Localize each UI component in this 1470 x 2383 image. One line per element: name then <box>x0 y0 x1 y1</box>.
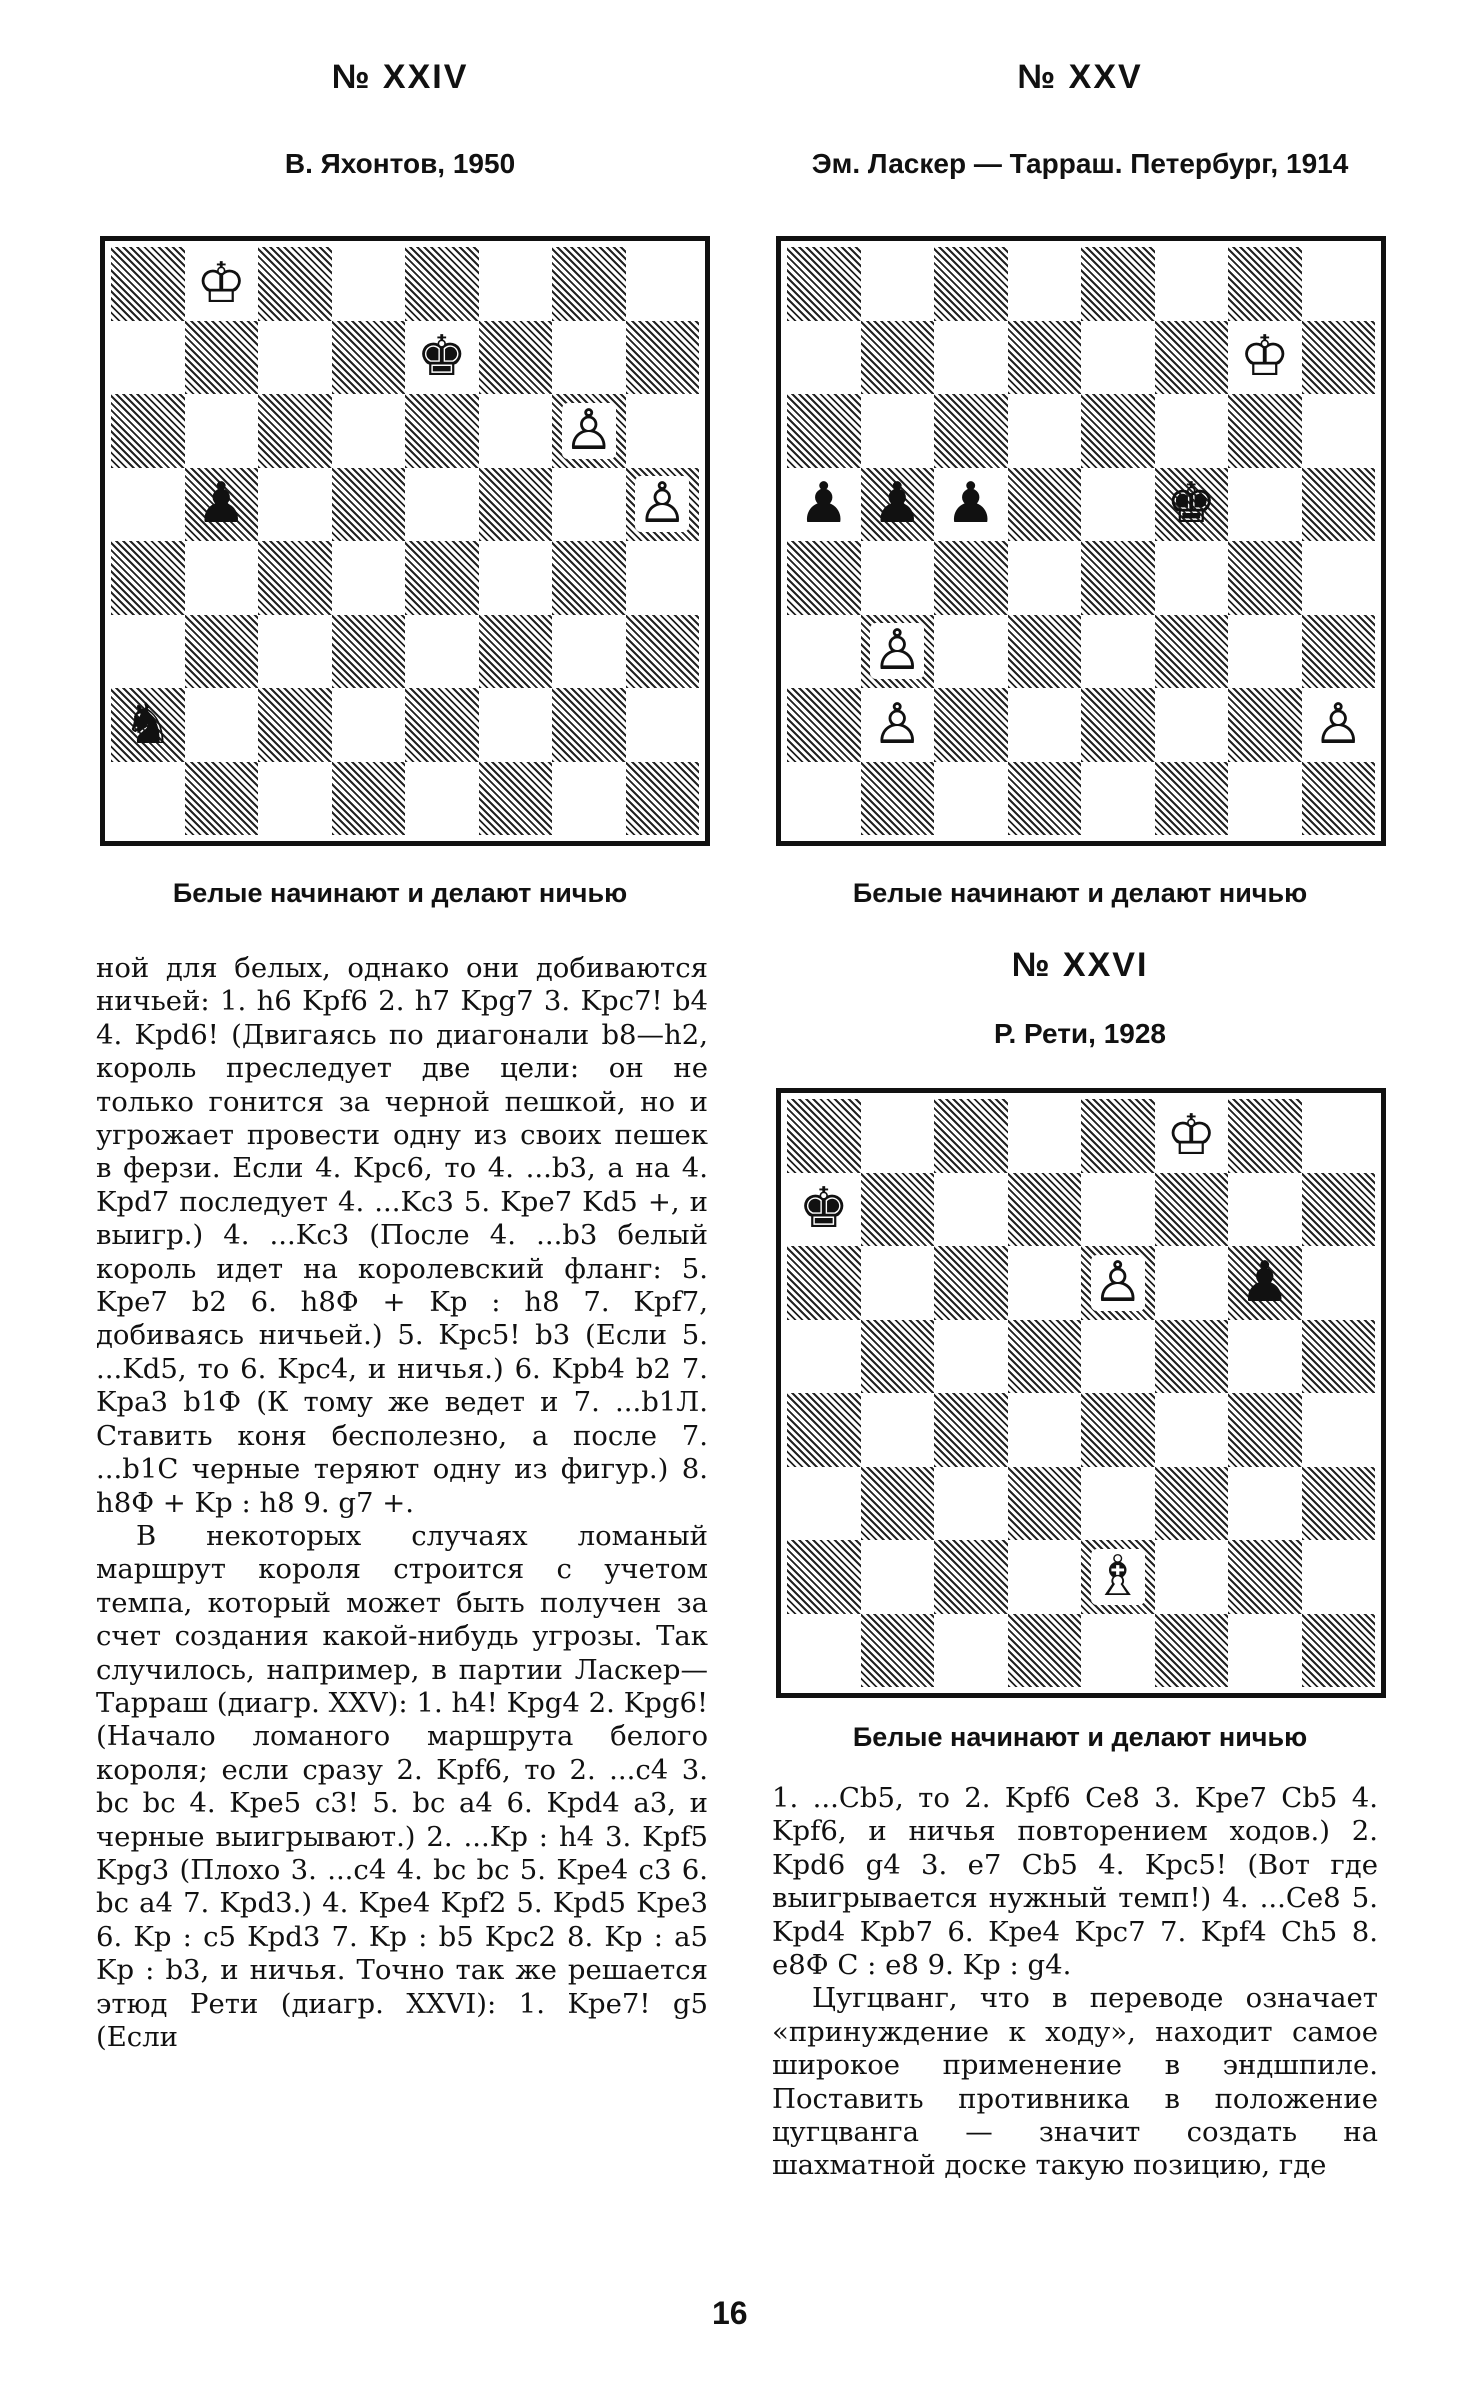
square-h8 <box>626 247 700 321</box>
square-f5 <box>1155 1320 1229 1394</box>
square-h5 <box>626 468 700 542</box>
square-c2 <box>258 688 332 762</box>
square-a2 <box>111 688 185 762</box>
square-g4 <box>552 541 626 615</box>
square-d4 <box>1008 541 1082 615</box>
square-a2 <box>787 688 861 762</box>
square-h4 <box>626 541 700 615</box>
square-h1 <box>1302 762 1376 836</box>
square-d6 <box>332 394 406 468</box>
square-b8 <box>861 1099 935 1173</box>
square-h1 <box>1302 1614 1376 1688</box>
square-d6 <box>1008 394 1082 468</box>
square-f6 <box>1155 394 1229 468</box>
square-b2 <box>185 688 259 762</box>
square-b2 <box>861 1540 935 1614</box>
square-g3 <box>1228 615 1302 689</box>
square-f2 <box>1155 1540 1229 1614</box>
square-g6 <box>1228 1246 1302 1320</box>
white-pawn-icon: ♙ <box>1092 1249 1143 1315</box>
square-b1 <box>185 762 259 836</box>
square-e8 <box>1081 1099 1155 1173</box>
square-g7 <box>1228 1173 1302 1247</box>
square-d8 <box>1008 247 1082 321</box>
square-e8 <box>1081 247 1155 321</box>
square-d2 <box>332 688 406 762</box>
diagram-number-xxv: № XXV <box>1017 58 1143 96</box>
square-g1 <box>552 762 626 836</box>
square-f3 <box>479 615 553 689</box>
diagram-caption-xxvi: Белые начинают и делают ничью <box>852 1722 1308 1752</box>
square-c7 <box>934 321 1008 395</box>
square-a6 <box>787 394 861 468</box>
square-g7 <box>552 321 626 395</box>
square-h7 <box>1302 321 1376 395</box>
square-f4 <box>1155 1393 1229 1467</box>
square-a8 <box>111 247 185 321</box>
chessboard-xxiv <box>100 236 710 846</box>
square-a4 <box>111 541 185 615</box>
square-b2 <box>861 688 935 762</box>
square-f6 <box>479 394 553 468</box>
square-f8 <box>1155 247 1229 321</box>
square-a3 <box>787 615 861 689</box>
square-e7 <box>405 321 479 395</box>
square-g2 <box>1228 1540 1302 1614</box>
page-number: 16 <box>712 2295 748 2331</box>
square-d5 <box>1008 1320 1082 1394</box>
square-e3 <box>405 615 479 689</box>
square-e2 <box>405 688 479 762</box>
square-f6 <box>1155 1246 1229 1320</box>
square-a5 <box>111 468 185 542</box>
square-e1 <box>1081 1614 1155 1688</box>
square-e5 <box>405 468 479 542</box>
square-d2 <box>1008 688 1082 762</box>
square-h8 <box>1302 247 1376 321</box>
black-king-icon: ♚ <box>1166 471 1217 537</box>
diagram-author-xxvi: Р. Рети, 1928 <box>994 1018 1166 1049</box>
square-d7 <box>332 321 406 395</box>
square-e5 <box>1081 1320 1155 1394</box>
white-pawn-icon: ♙ <box>872 691 923 757</box>
square-c4 <box>258 541 332 615</box>
square-h1 <box>626 762 700 836</box>
diagram-number-xxvi: № XXVI <box>1011 946 1149 984</box>
square-d1 <box>332 762 406 836</box>
square-f2 <box>479 688 553 762</box>
right-paragraph-2: Цугцванг, что в переводе означает «принуждение к ходу», находит самое широкое применение в эндшпиле. Поставить противника в положение цугцванга — значит создать на шахматной доске такую позицию, где <box>772 1982 1378 2182</box>
square-g3 <box>1228 1467 1302 1541</box>
square-g7 <box>1228 321 1302 395</box>
square-g4 <box>1228 541 1302 615</box>
square-d4 <box>332 541 406 615</box>
left-text-column <box>96 952 708 2054</box>
square-e4 <box>1081 1393 1155 1467</box>
square-a3 <box>111 615 185 689</box>
black-pawn-icon: ♟ <box>798 471 849 537</box>
square-b7 <box>185 321 259 395</box>
square-c7 <box>258 321 332 395</box>
square-e7 <box>1081 321 1155 395</box>
square-d5 <box>1008 468 1082 542</box>
black-pawn-icon: ♟ <box>945 471 996 537</box>
square-g5 <box>552 468 626 542</box>
square-c8 <box>258 247 332 321</box>
square-f8 <box>1155 1099 1229 1173</box>
square-b7 <box>861 1173 935 1247</box>
square-d7 <box>1008 1173 1082 1247</box>
square-e6 <box>1081 1246 1155 1320</box>
square-h6 <box>626 394 700 468</box>
square-f7 <box>1155 1173 1229 1247</box>
diagram-author-xxiv: В. Яхонтов, 1950 <box>284 148 516 179</box>
square-g8 <box>1228 1099 1302 1173</box>
square-b4 <box>861 541 935 615</box>
white-pawn-icon: ♙ <box>872 618 923 684</box>
square-a6 <box>787 1246 861 1320</box>
diagram-caption-xxiv: Белые начинают и делают ничью <box>172 878 628 908</box>
square-c6 <box>258 394 332 468</box>
square-b3 <box>185 615 259 689</box>
square-a7 <box>787 1173 861 1247</box>
square-a5 <box>787 468 861 542</box>
square-b7 <box>861 321 935 395</box>
square-f8 <box>479 247 553 321</box>
square-g6 <box>1228 394 1302 468</box>
square-g8 <box>1228 247 1302 321</box>
square-h2 <box>626 688 700 762</box>
square-d3 <box>332 615 406 689</box>
square-c6 <box>934 394 1008 468</box>
square-b6 <box>185 394 259 468</box>
white-pawn-icon: ♙ <box>1313 691 1364 757</box>
square-d6 <box>1008 1246 1082 1320</box>
square-h7 <box>626 321 700 395</box>
square-e7 <box>1081 1173 1155 1247</box>
square-e1 <box>405 762 479 836</box>
square-b3 <box>861 615 935 689</box>
square-d5 <box>332 468 406 542</box>
square-d8 <box>332 247 406 321</box>
square-h2 <box>1302 688 1376 762</box>
square-b5 <box>861 468 935 542</box>
white-king-icon: ♔ <box>1166 1102 1217 1168</box>
square-f1 <box>1155 1614 1229 1688</box>
chessboard-xxv <box>776 236 1386 846</box>
square-a6 <box>111 394 185 468</box>
square-b5 <box>185 468 259 542</box>
square-a1 <box>787 1614 861 1688</box>
white-bishop-icon: ♗ <box>1092 1543 1143 1609</box>
square-h3 <box>626 615 700 689</box>
square-a3 <box>787 1467 861 1541</box>
square-c5 <box>934 468 1008 542</box>
square-f7 <box>1155 321 1229 395</box>
white-king-icon: ♔ <box>1239 324 1290 390</box>
square-a4 <box>787 541 861 615</box>
square-e4 <box>405 541 479 615</box>
square-b5 <box>861 1320 935 1394</box>
black-knight-icon: ♞ <box>122 691 173 757</box>
square-e8 <box>405 247 479 321</box>
square-a8 <box>787 247 861 321</box>
chessboard-xxvi <box>776 1088 1386 1698</box>
square-d1 <box>1008 762 1082 836</box>
square-e1 <box>1081 762 1155 836</box>
square-c3 <box>934 615 1008 689</box>
right-text-column <box>772 1782 1378 2183</box>
square-e2 <box>1081 1540 1155 1614</box>
square-a8 <box>787 1099 861 1173</box>
square-g4 <box>1228 1393 1302 1467</box>
square-h5 <box>1302 1320 1376 1394</box>
square-b4 <box>861 1393 935 1467</box>
square-h4 <box>1302 541 1376 615</box>
square-g3 <box>552 615 626 689</box>
square-c1 <box>258 762 332 836</box>
black-pawn-icon: ♟ <box>196 471 247 537</box>
square-h4 <box>1302 1393 1376 1467</box>
square-c5 <box>934 1320 1008 1394</box>
square-f7 <box>479 321 553 395</box>
square-a4 <box>787 1393 861 1467</box>
square-d4 <box>1008 1393 1082 1467</box>
left-paragraph-1: ной для белых, однако они добиваются ничьей: 1. h6 Kpf6 2. h7 Kpg7 3. Kpc7! b4 4. Kpd6! (Двигаясь по диагонали b8—h2, король преследует две цели: он не только гонится за черной пешкой, но и угрожает провести одну из своих пешек в ферзи. Если 4. Kpc6, то 4. ...b3, а на 4. Kpd7 последует 4. ...Kc3 5. Kpe7 Kd5 +, и выигр.) 4. ...Kc3 (После 4. ...b3 белый король идет на королевский фланг: 5. Kpe7 b2 6. h8Ф + Kp : h8 7. Kpf7, добиваясь ничьей.) 5. Kpc5! b3 (Если 5. ...Kd5, то 6. Kpc4, и ничья.) 6. Kpb4 b2 7. Kpa3 b1Ф (К тому же ведет и 7. ...b1Л. Ставить коня бесполезно, а после 7. ...b1C черные теряют одну из фигур.) 8. h8Ф + Kp : h8 9. g7 +. <box>96 952 708 1519</box>
square-c2 <box>934 688 1008 762</box>
diagram-number-xxiv: № XXIV <box>331 58 469 96</box>
square-a1 <box>787 762 861 836</box>
square-e5 <box>1081 468 1155 542</box>
square-a7 <box>111 321 185 395</box>
square-e3 <box>1081 615 1155 689</box>
square-h3 <box>1302 1467 1376 1541</box>
square-a7 <box>787 321 861 395</box>
left-paragraph-2: В некоторых случаях ломаный маршрут короля строится с учетом темпа, который может быть получен за счет создания какой-нибудь угрозы. Так случилось, например, в партии Ласкер—Тарраш (диагр. XXV): 1. h4! Kpg4 2. Kpg6! (Начало ломаного маршрута белого короля; если сразу 2. Kpf6, то 2. ...c4 3. bc bc 4. Kpe5 c3! 5. bc a4 6. Kpd4 a3, и черные выигрывают.) 2. ...Kp : h4 3. Kpf5 Kpg3 (Плохо 3. ...c4 4. bc bc 5. Kpe4 c3 6. bc a4 7. Kpd3.) 4. Kpe4 Kpf2 5. Kpd5 Kpe3 6. Kp : c5 Kpd3 7. Kp : b5 Kpc2 8. Kp : a5 Kp : b3, и ничья. Точно так же решается этюд Рети (диагр. XXVI): 1. Kpe7! g5 (Если <box>96 1519 708 2053</box>
square-c5 <box>258 468 332 542</box>
square-c2 <box>934 1540 1008 1614</box>
square-g5 <box>1228 468 1302 542</box>
square-b8 <box>185 247 259 321</box>
white-pawn-icon: ♙ <box>563 397 614 463</box>
square-d3 <box>1008 1467 1082 1541</box>
square-a1 <box>111 762 185 836</box>
square-f1 <box>479 762 553 836</box>
square-b6 <box>861 1246 935 1320</box>
square-g1 <box>1228 762 1302 836</box>
square-c1 <box>934 1614 1008 1688</box>
square-e4 <box>1081 541 1155 615</box>
square-f3 <box>1155 615 1229 689</box>
black-king-icon: ♚ <box>416 324 467 390</box>
square-d3 <box>1008 615 1082 689</box>
square-c7 <box>934 1173 1008 1247</box>
square-c8 <box>934 1099 1008 1173</box>
square-c1 <box>934 762 1008 836</box>
square-b6 <box>861 394 935 468</box>
square-d2 <box>1008 1540 1082 1614</box>
square-b4 <box>185 541 259 615</box>
square-h7 <box>1302 1173 1376 1247</box>
black-pawn-icon: ♟ <box>872 471 923 537</box>
square-f5 <box>1155 468 1229 542</box>
square-f4 <box>479 541 553 615</box>
square-c4 <box>934 1393 1008 1467</box>
square-c3 <box>258 615 332 689</box>
square-g6 <box>552 394 626 468</box>
white-king-icon: ♔ <box>196 250 247 316</box>
square-f3 <box>1155 1467 1229 1541</box>
square-d1 <box>1008 1614 1082 1688</box>
right-paragraph-1: 1. ...Cb5, то 2. Kpf6 Ce8 3. Kpe7 Cb5 4. Kpf6, и ничья повторением ходов.) 2. Kpd6 g4 3. e7 Cb5 4. Kpc5! (Вот где выигрывается нужный темп!) 4. ...Ce8 5. Kpd4 Kpb7 6. Kpe4 Kpc7 7. Kpf4 Ch5 8. e8Ф C : e8 9. Kp : g4. <box>772 1782 1378 1982</box>
square-b1 <box>861 762 935 836</box>
square-e2 <box>1081 688 1155 762</box>
square-g1 <box>1228 1614 1302 1688</box>
square-g5 <box>1228 1320 1302 1394</box>
square-h2 <box>1302 1540 1376 1614</box>
square-h6 <box>1302 394 1376 468</box>
square-g2 <box>1228 688 1302 762</box>
white-pawn-icon: ♙ <box>637 471 688 537</box>
diagram-author-xxv: Эм. Ласкер — Тарраш. Петербург, 1914 <box>811 148 1349 179</box>
square-f1 <box>1155 762 1229 836</box>
square-c4 <box>934 541 1008 615</box>
square-h6 <box>1302 1246 1376 1320</box>
diagram-caption-xxv: Белые начинают и делают ничью <box>852 878 1308 908</box>
square-f5 <box>479 468 553 542</box>
black-king-icon: ♚ <box>798 1176 849 1242</box>
square-f4 <box>1155 541 1229 615</box>
square-f2 <box>1155 688 1229 762</box>
square-g8 <box>552 247 626 321</box>
square-c8 <box>934 247 1008 321</box>
black-pawn-icon: ♟ <box>1239 1249 1290 1315</box>
square-h3 <box>1302 615 1376 689</box>
square-h8 <box>1302 1099 1376 1173</box>
square-b8 <box>861 247 935 321</box>
square-e6 <box>1081 394 1155 468</box>
square-h5 <box>1302 468 1376 542</box>
square-e6 <box>405 394 479 468</box>
square-b3 <box>861 1467 935 1541</box>
square-b1 <box>861 1614 935 1688</box>
square-g2 <box>552 688 626 762</box>
square-e3 <box>1081 1467 1155 1541</box>
square-c3 <box>934 1467 1008 1541</box>
square-a5 <box>787 1320 861 1394</box>
square-d7 <box>1008 321 1082 395</box>
square-a2 <box>787 1540 861 1614</box>
square-d8 <box>1008 1099 1082 1173</box>
square-c6 <box>934 1246 1008 1320</box>
